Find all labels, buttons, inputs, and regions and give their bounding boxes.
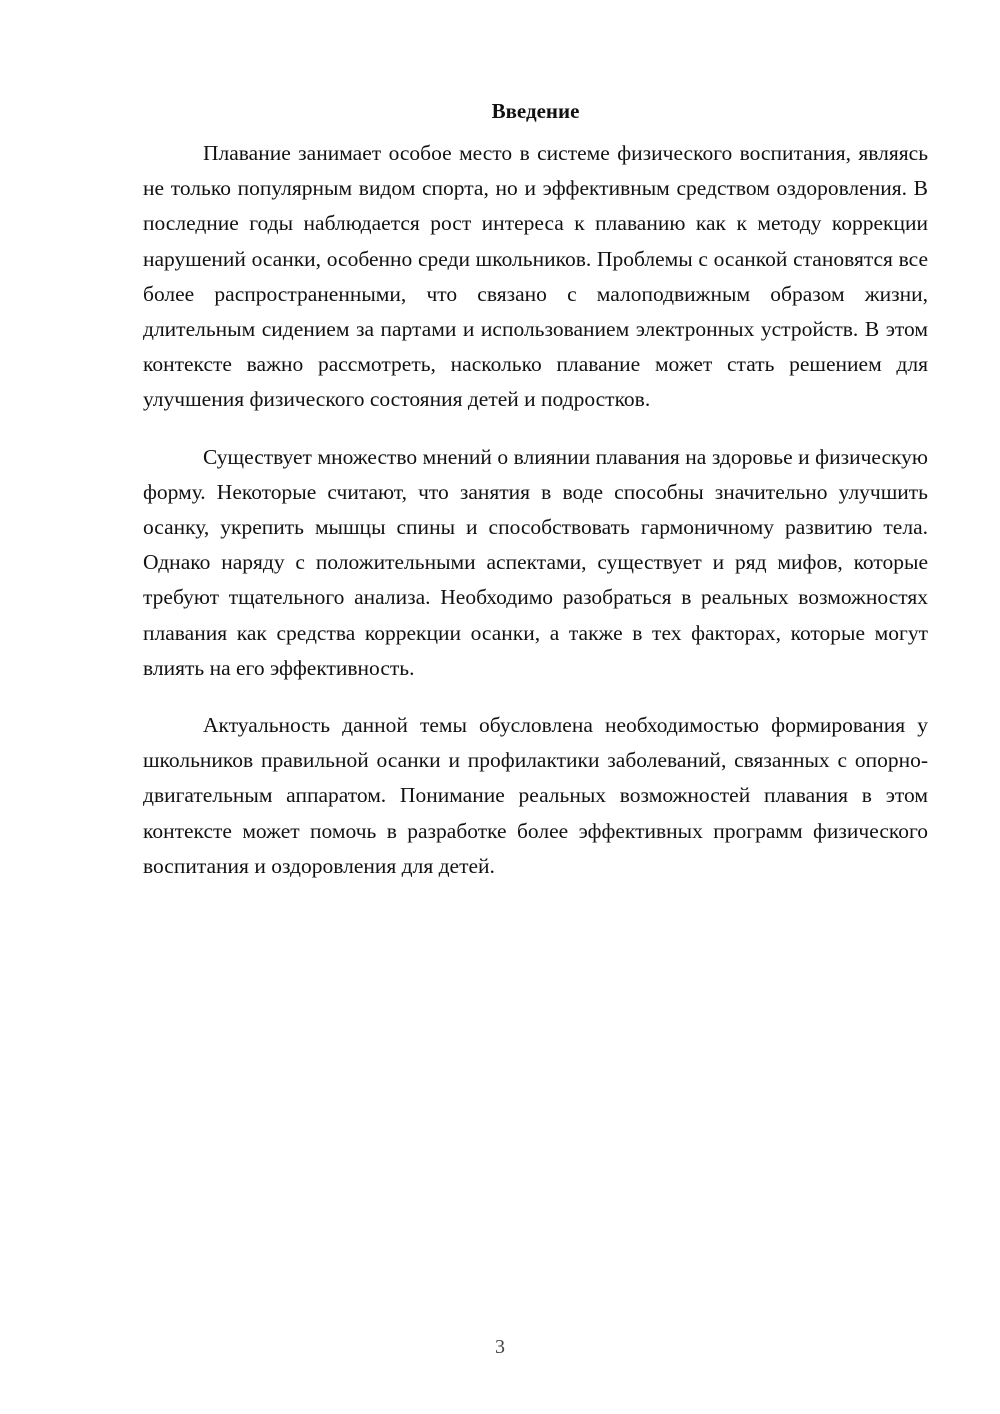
section-heading: Введение <box>491 99 580 123</box>
paragraph-1: Плавание занимает особое место в системе физического воспитания, являясь не только популярным видом спорта, но и эффективным средством оздоровления. В последние годы наблюдается рост интереса к плаванию как к методу коррекции нарушений осанки, особенно среди школьников. Проблемы с осанкой становятся все более распространенными, что связано с малоподвижным образом жизни, длительным сидением за партами и использованием электронных устройств. В этом контексте важно рассмотреть, насколько плавание может стать решением для улучшения физического состояния детей и подростков. <box>143 141 928 412</box>
paragraph-2: Существует множество мнений о влиянии плавания на здоровье и физическую форму. Некоторые считают, что занятия в воде способны значительно улучшить осанку, укрепить мышцы спины и способствовать гармоничному развитию тела. Однако наряду с положительными аспектами, существует и ряд мифов, которые требуют тщательного анализа. Необходимо разобраться в реальных возможностях плавания как средства коррекции осанки, а также в тех факторах, которые могут влиять на его эффективность. <box>143 444 928 680</box>
paragraph-3: Актуальность данной темы обусловлена необходимостью формирования у школьников правильной осанки и профилактики заболеваний, связанных с опорно-двигательным аппаратом. Понимание реальных возможностей плавания в этом контексте может помочь в разработке более эффективных программ физического воспитания и оздоровления для детей. <box>143 713 928 878</box>
page-content <box>143 96 928 906</box>
page-number: 3 <box>495 1336 505 1358</box>
